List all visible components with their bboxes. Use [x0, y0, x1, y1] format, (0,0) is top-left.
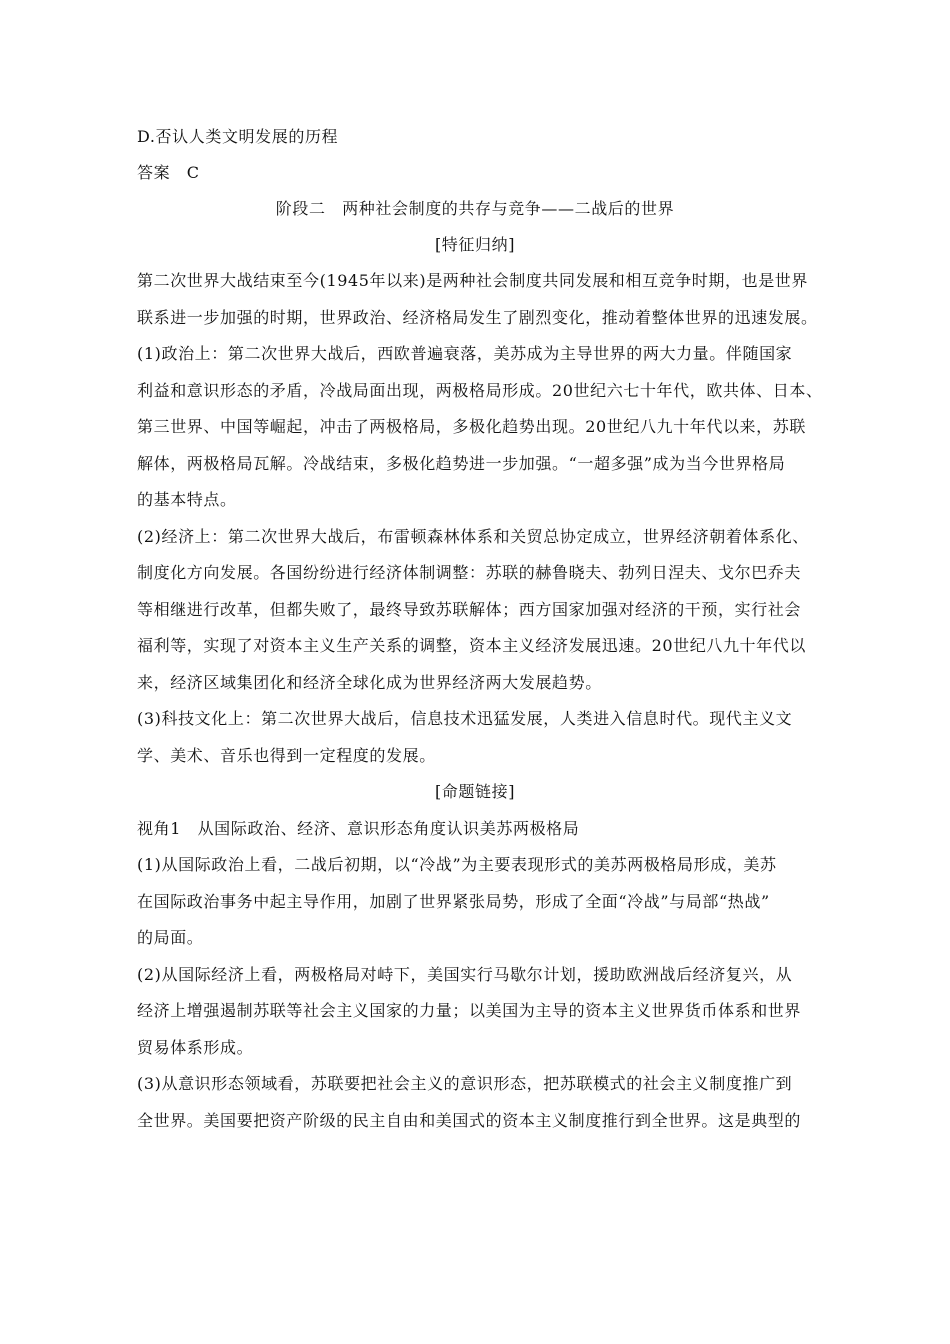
perspective-heading: 视角1 从国际政治、经济、意识形态角度认识美苏两极格局 — [137, 819, 580, 838]
paragraph-line: 利益和意识形态的矛盾，冷战局面出现，两极格局形成。20世纪六七十年代，欧共体、日本、 — [137, 381, 823, 400]
paragraph-line: (2)经济上：第二次世界大战后，布雷顿森林体系和关贸总协定成立，世界经济朝着体系化、 — [137, 527, 809, 546]
paragraph-line: (3)从意识形态领域看，苏联要把社会主义的意识形态，把苏联模式的社会主义制度推广到 — [137, 1074, 793, 1093]
section-heading-features: [特征归纳] — [434, 235, 516, 254]
paragraph-line: (1)政治上：第二次世界大战后，西欧普遍衰落，美苏成为主导世界的两大力量。伴随国家 — [137, 344, 793, 363]
paragraph-line: 第二次世界大战结束至今(1945年以来)是两种社会制度共同发展和相互竞争时期，也是世界 — [137, 271, 809, 290]
answer-line: 答案 C — [137, 163, 200, 182]
paragraph-line: 制度化方向发展。各国纷纷进行经济体制调整：苏联的赫鲁晓夫、勃列日涅夫、戈尔巴乔夫 — [137, 563, 802, 582]
paragraph-line: 学、美术、音乐也得到一定程度的发展。 — [137, 746, 436, 765]
paragraph-line: 联系进一步加强的时期，世界政治、经济格局发生了剧烈变化，推动着整体世界的迅速发展。 — [137, 308, 818, 327]
paragraph-line: 等相继进行改革，但都失败了，最终导致苏联解体；西方国家加强对经济的干预，实行社会 — [137, 600, 802, 619]
paragraph-line: 的基本特点。 — [137, 490, 237, 509]
paragraph-line: 福利等，实现了对资本主义生产关系的调整，资本主义经济发展迅速。20世纪八九十年代以 — [137, 636, 806, 655]
section-heading-question-links: [命题链接] — [434, 782, 516, 801]
paragraph-line: 贸易体系形成。 — [137, 1038, 254, 1057]
option-d-text: D.否认人类文明发展的历程 — [137, 127, 339, 146]
paragraph-line: 经济上增强遏制苏联等社会主义国家的力量；以美国为主导的资本主义世界货币体系和世界 — [137, 1001, 802, 1020]
paragraph-line: (2)从国际经济上看，两极格局对峙下，美国实行马歇尔计划，援助欧洲战后经济复兴，从 — [137, 965, 793, 984]
paragraph-line: 第三世界、中国等崛起，冲击了两极格局，多极化趋势出现。20世纪八九十年代以来，苏联 — [137, 417, 806, 436]
paragraph-line: (1)从国际政治上看，二战后初期，以“冷战”为主要表现形式的美苏两极格局形成，美苏 — [137, 855, 777, 874]
paragraph-line: 的局面。 — [137, 928, 204, 947]
paragraph-line: 来，经济区域集团化和经济全球化成为世界经济两大发展趋势。 — [137, 673, 602, 692]
paragraph-line: 解体，两极格局瓦解。冷战结束，多极化趋势进一步加强。“一超多强”成为当今世界格局 — [137, 454, 786, 473]
stage-heading: 阶段二 两种社会制度的共存与竞争——二战后的世界 — [275, 199, 675, 218]
paragraph-line: 全世界。美国要把资产阶级的民主自由和美国式的资本主义制度推行到全世界。这是典型的 — [137, 1111, 802, 1130]
paragraph-line: (3)科技文化上：第二次世界大战后，信息技术迅猛发展，人类进入信息时代。现代主义文 — [137, 709, 793, 728]
paragraph-line: 在国际政治事务中起主导作用，加剧了世界紧张局势，形成了全面“冷战”与局部“热战” — [137, 892, 770, 911]
